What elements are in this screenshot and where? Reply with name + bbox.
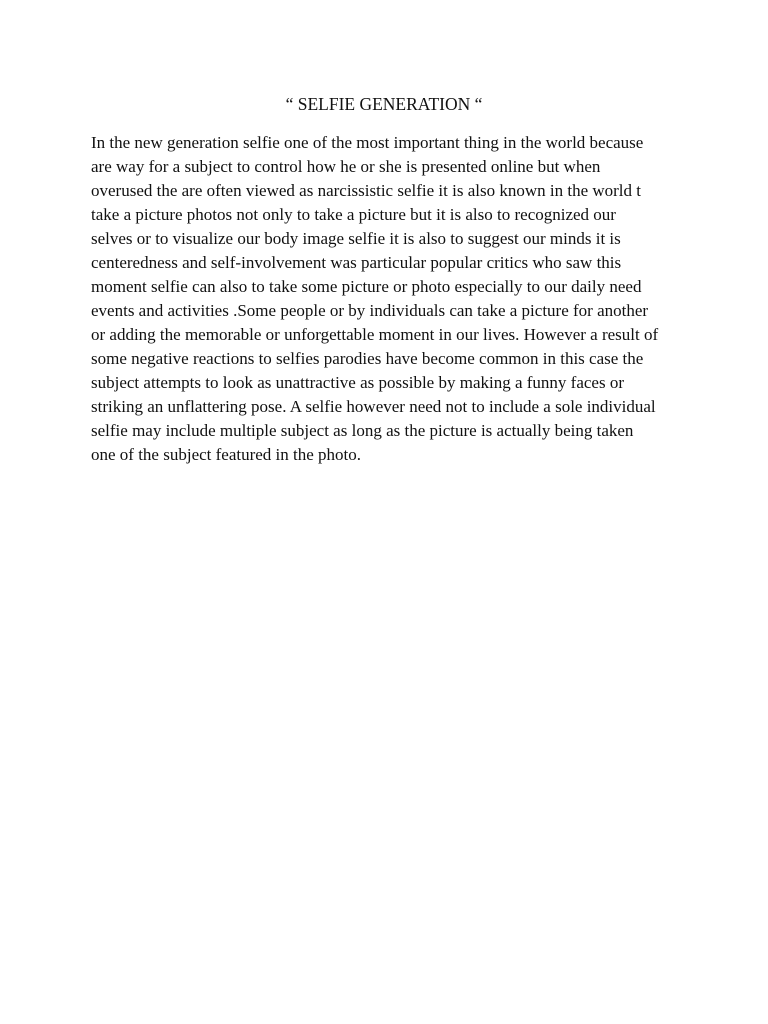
document-title: “ SELFIE GENERATION “ [285, 94, 483, 114]
body-line: are way for a subject to control how he or she is presented online but when [91, 157, 601, 176]
body-line: subject attempts to look as unattractive as possible by making a funny faces or [91, 373, 625, 392]
body-line: some negative reactions to selfies parodies have become common in this case the [91, 349, 644, 368]
body-line: events and activities .Some people or by individuals can take a picture for another [91, 301, 649, 320]
body-line: striking an unflattering pose. A selfie however need not to include a sole individual [91, 397, 656, 416]
body-line: centeredness and self-involvement was particular popular critics who saw this [91, 253, 622, 272]
body-line: one of the subject featured in the photo. [91, 445, 362, 464]
body-line: take a picture photos not only to take a picture but it is also to recognized our [91, 205, 616, 224]
document-body [91, 131, 711, 467]
body-line: or adding the memorable or unforgettable moment in our lives. However a result of [91, 325, 659, 344]
body-line: In the new generation selfie one of the most important thing in the world because [91, 133, 644, 152]
body-line: selves or to visualize our body image selfie it is also to suggest our minds it is [91, 229, 621, 248]
body-line: overused the are often viewed as narcissistic selfie it is also known in the world t [91, 181, 641, 200]
body-line: selfie may include multiple subject as long as the picture is actually being taken [91, 421, 634, 440]
body-line: moment selfie can also to take some picture or photo especially to our daily need [91, 277, 642, 296]
